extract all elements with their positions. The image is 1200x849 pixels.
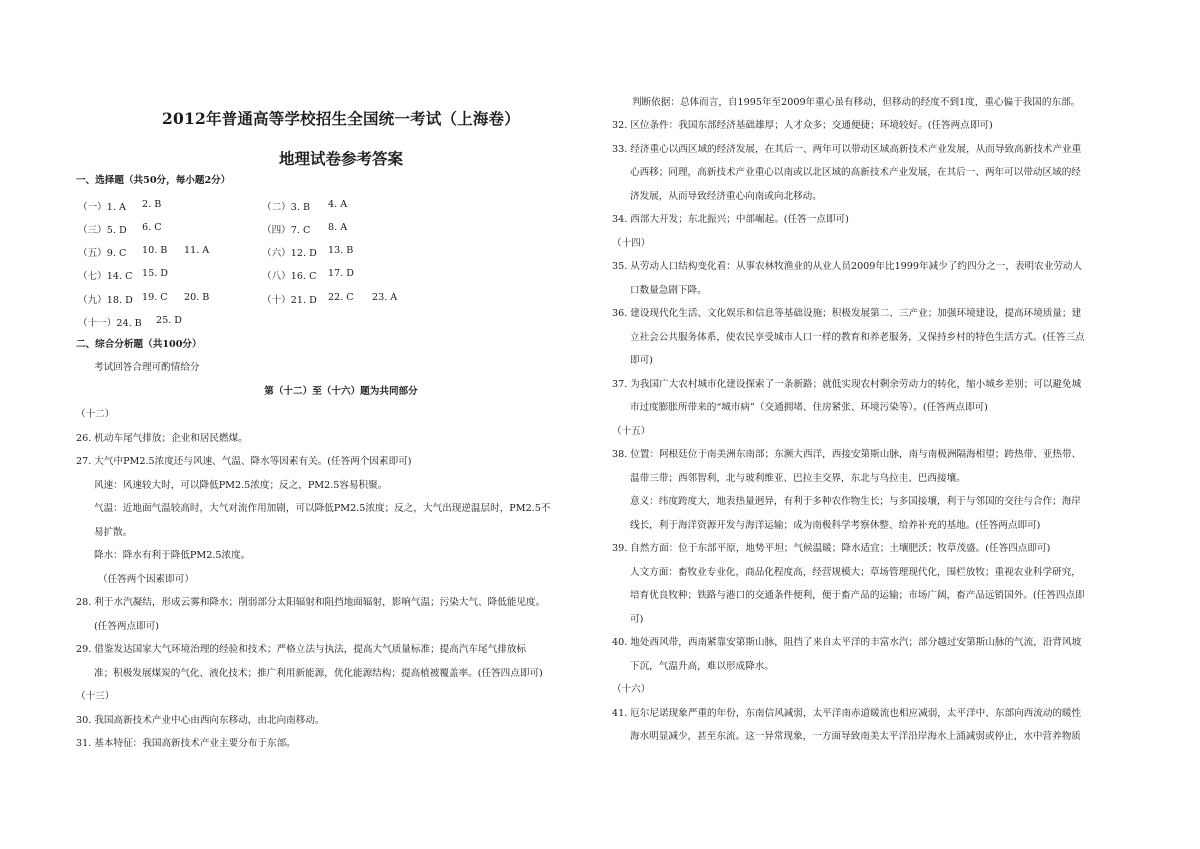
answer-line: 济发展，从而导致经济重心向南或向北移动。 [630, 191, 822, 202]
answer-line: 34. 西部大开发；东北振兴；中部崛起。(任答一点即可) [612, 214, 849, 225]
answer-line: 41. 厄尔尼诺现象严重的年份，东南信风减弱，太平洋南赤道暖流也相应减弱，太平洋中、东部向西流动的暖性 [612, 708, 1082, 719]
common-part-heading: 第（十二）至（十六）题为共同部分 [264, 386, 418, 397]
answer-line: (任答两点即可) [94, 621, 160, 632]
answer-line: 温带三带；西邻智利，北与玻利维亚、巴拉圭交界，东北与乌拉圭、巴西接壤。 [630, 473, 966, 484]
answer-line: 风速：风速较大时，可以降低PM2.5浓度；反之，PM2.5容易积聚。 [94, 480, 388, 491]
answer-line: 37. 为我国广大农村城市化建设探索了一条新路；就低实现农村剩余劳动力的转化，缩小城乡差别；可以避免城 [612, 379, 1082, 390]
answer-line: （十四） [612, 238, 651, 249]
answer-line: 28. 利于水汽凝结，形成云雾和降水；削弱部分太阳辐射和阻挡地面辐射，影响气温；污染大气、降低能见度。 [76, 597, 546, 608]
page-subtitle: 地理试卷参考答案 [278, 149, 403, 168]
answer-line: 30. 我国高新技术产业中心由西向东移动，由北向南移动。 [76, 715, 325, 726]
answer-line: 立社会公共服务体系，使农民享受城市人口一样的教育和养老服务，又保持乡村的特色生活方式。(任答三点 [630, 332, 1085, 343]
answer-line: （任答两个因素即可） [98, 574, 194, 585]
answer-line: 降水：降水有利于降低PM2.5浓度。 [94, 550, 251, 561]
answer-line: 31. 基本特征：我国高新技术产业主要分布于东部。 [76, 738, 296, 749]
page-title: 2012年普通高等学校招生全国统一考试（上海卷） [162, 109, 520, 128]
answer-line: 易扩散。 [94, 527, 133, 538]
answer-line: 40. 地处西风带，西南紧靠安第斯山脉，阻挡了来自太平洋的丰富水汽；部分越过安第斯山脉的气流，沿背风坡 [612, 637, 1082, 648]
answer-line: 32. 区位条件：我国东部经济基础雄厚；人才众多；交通便捷；环境较好。(任答两点即可) [612, 120, 993, 131]
answer-line: 意义：纬度跨度大，地表热量迥异，有利于多种农作物生长；与多国接壤，利于与邻国的交往与合作；海岸 [630, 496, 1081, 507]
answer-line: 口数量急剧下降。 [630, 285, 707, 296]
scoring-note: 考试回答合理可酌情给分 [94, 362, 200, 373]
answer-line: （十五） [612, 426, 651, 437]
answer-line: 判断依据：总体而言，自1995年至2009年重心虽有移动，但移动的经度不到1度，重心偏于我国的东部。 [632, 97, 1081, 108]
answer-line: 即可) [630, 355, 653, 366]
answer-line: （十六） [612, 684, 651, 695]
answer-line: 27. 大气中PM2.5浓度还与风速、气温、降水等因素有关。(任答两个因素即可) [76, 456, 412, 467]
answer-line: 培育优良牧种；铁路与港口的交通条件便利，便于畜产品的运输；市场广阔，畜产品远销国外。(任答四点即 [630, 590, 1085, 601]
answer-line: 39. 自然方面：位于东部平原，地势平坦；气候温暖；降水适宜；土壤肥沃；牧草茂盛。(任答四点即可) [612, 543, 1051, 554]
answer-line: 33. 经济重心以西区域的经济发展，在其后一、两年可以带动区域高新技术产业发展，从而导致高新技术产业重 [612, 144, 1082, 155]
answer-line: 准；积极发展煤炭的气化、液化技术；推广利用新能源，优化能源结构；提高植被覆盖率。(任答四点即可) [94, 668, 543, 679]
answer-line: 线长，利于海洋资源开发与海洋运输；成为南极科学考察休整、给养补充的基地。(任答两点即可) [630, 520, 1041, 531]
answer-line: 海水明显减少，甚至东流。这一异常现象，一方面导致南美太平洋沿岸海水上涌减弱或停止，水中营养物质 [630, 731, 1081, 742]
answer-line: 36. 建设现代化生活、文化娱乐和信息等基础设施；积极发展第二、三产业；加强环境建设，提高环境质量；建 [612, 308, 1082, 319]
answer-line: 可) [630, 614, 644, 625]
answer-line: 下沉，气温升高，难以形成降水。 [630, 661, 774, 672]
answer-line: 市过度膨胀所带来的“城市病”（交通拥堵、住房紧张、环境污染等）。(任答两点即可) [630, 402, 988, 413]
section2-heading: 二、综合分析题（共100分） [76, 339, 202, 350]
section1-heading: 一、选择题（共50分，每小题2分） [76, 175, 231, 186]
answer-line: （十三） [76, 691, 115, 702]
answer-line: 29. 借鉴发达国家大气环境治理的经验和技术；严格立法与执法，提高大气质量标准；提高汽车尾气排放标 [76, 644, 527, 655]
answer-line: 38. 位置：阿根廷位于南美洲东南部；东濒大西洋，西接安第斯山脉，南与南极洲隔海相望；跨热带、亚热带、 [612, 449, 1082, 460]
answer-line: 35. 从劳动人口结构变化看：从事农林牧渔业的从业人员2009年比1999年减少了约四分之一，表明农业劳动人 [612, 261, 1083, 272]
answer-line: 心西移；同理，高新技术产业重心以南或以北区域的高新技术产业发展，在其后一、两年可以带动区域的经 [630, 167, 1081, 178]
answer-line: 26. 机动车尾气排放；企业和居民燃煤。 [76, 433, 248, 444]
answer-line: 人文方面：畜牧业专业化，商品化程度高，经营规模大；草场管理现代化，围栏放牧；重视农业科学研究， [630, 567, 1081, 578]
answer-line: 气温：近地面气温较高时，大气对流作用加剧，可以降低PM2.5浓度；反之，大气出现逆温层时，PM2.5不 [94, 503, 551, 514]
answer-line: （十二） [76, 409, 115, 420]
